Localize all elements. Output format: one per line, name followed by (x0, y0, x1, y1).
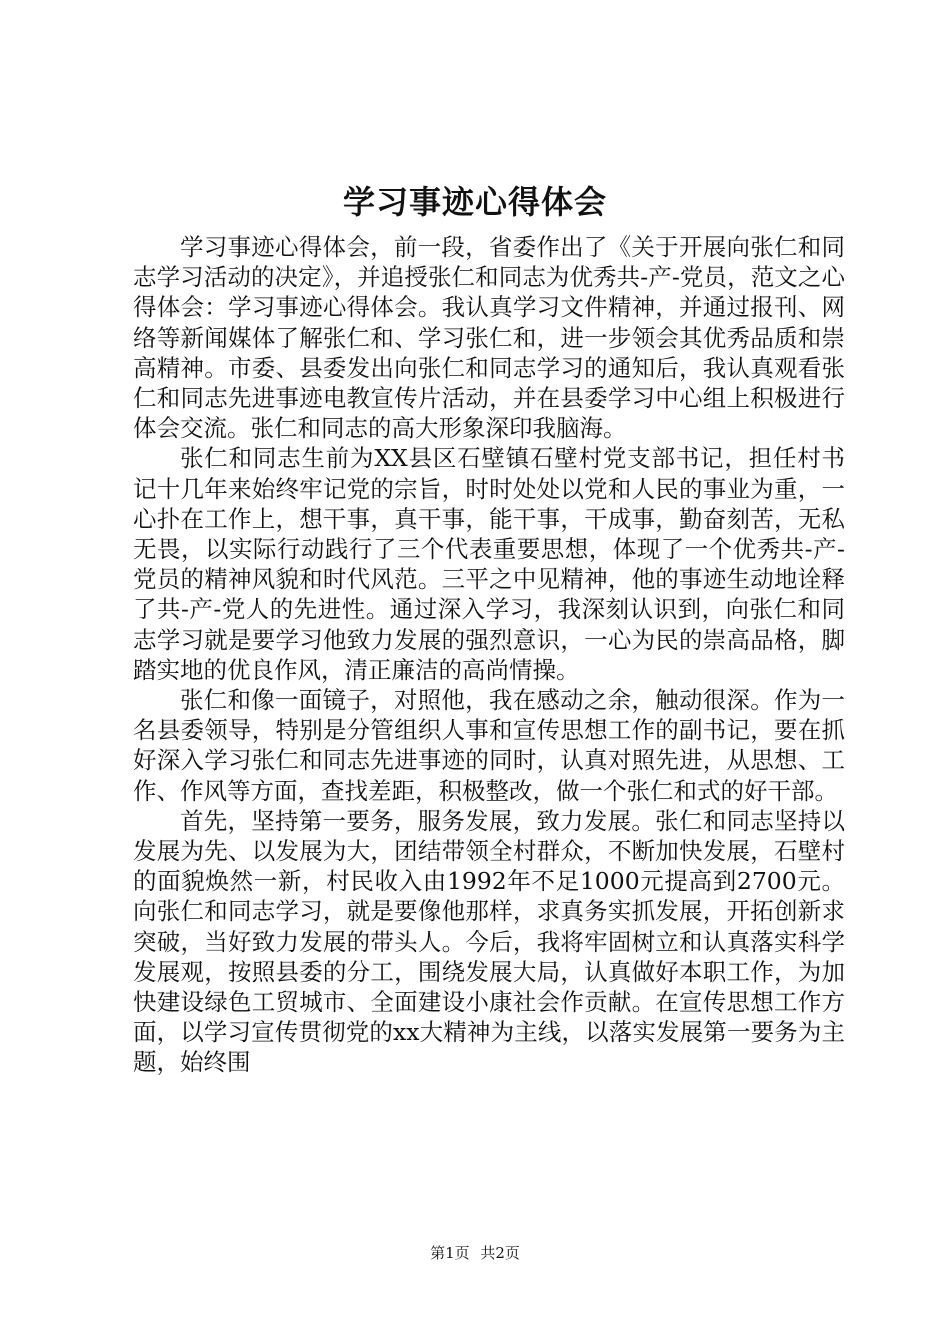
document-title: 学习事迹心得体会 (342, 183, 607, 221)
paragraph-1: 学习事迹心得体会，前一段，省委作出了《关于开展向张仁和同志学习活动的决定》，并追授张仁和同志为优秀共-产-党员，范文之心得体会：学习事迹心得体会。我认真学习文件精神，并通过报刊、网络等新闻媒体了解张仁和、学习张仁和，进一步领会其优秀品质和崇高精神。市委、县委发出向张仁和同志学习的通知后，我认真观看张仁和同志先进事迹电教宣传片活动，并在县委学习中心组上积极进行体会交流。张仁和同志的高大形象深印我脑海。 (133, 233, 845, 443)
page-total: 共2页 (480, 1244, 520, 1262)
page-number: 第1页 (430, 1244, 470, 1262)
document-body (133, 232, 845, 1078)
paragraph-2: 张仁和同志生前为XX县区石壁镇石壁村党支部书记，担任村书记十几年来始终牢记党的宗旨，时时处处以党和人民的事业为重，一心扑在工作上，想干事，真干事，能干事，干成事，勤奋刻苦，无私无畏，以实际行动践行了三个代表重要思想，体现了一个优秀共-产-党员的精神风貌和时代风范。三平之中见精神，他的事迹生动地诠释了共-产-党人的先进性。通过深入学习，我深刻认识到，向张仁和同志学习就是要学习他致力发展的强烈意识，一心为民的崇高品格，脚踏实地的优良作风，清正廉洁的高尚情操。 (133, 444, 845, 684)
page-footer (0, 1243, 950, 1263)
paragraph-3: 张仁和像一面镜子，对照他，我在感动之余，触动很深。作为一名县委领导，特别是分管组织人事和宣传思想工作的副书记，要在抓好深入学习张仁和同志先进事迹的同时，认真对照先进，从思想、工作、作风等方面，查找差距，积极整改，做一个张仁和式的好干部。 (133, 686, 845, 805)
paragraph-4: 首先，坚持第一要务，服务发展，致力发展。张仁和同志坚持以发展为先、以发展为大，团结带领全村群众，不断加快发展，石壁村的面貌焕然一新，村民收入由1992年不足1000元提高到2700元。向张仁和同志学习，就是要像他那样，求真务实抓发展，开拓创新求突破，当好致力发展的带头人。今后，我将牢固树立和认真落实科学发展观，按照县委的分工，围绕发展大局，认真做好本职工作，为加快建设绿色工贸城市、全面建设小康社会作贡献。在宣传思想工作方面，以学习宣传贯彻党的xx大精神为主线，以落实发展第一要务为主题，始终围 (133, 806, 845, 1077)
